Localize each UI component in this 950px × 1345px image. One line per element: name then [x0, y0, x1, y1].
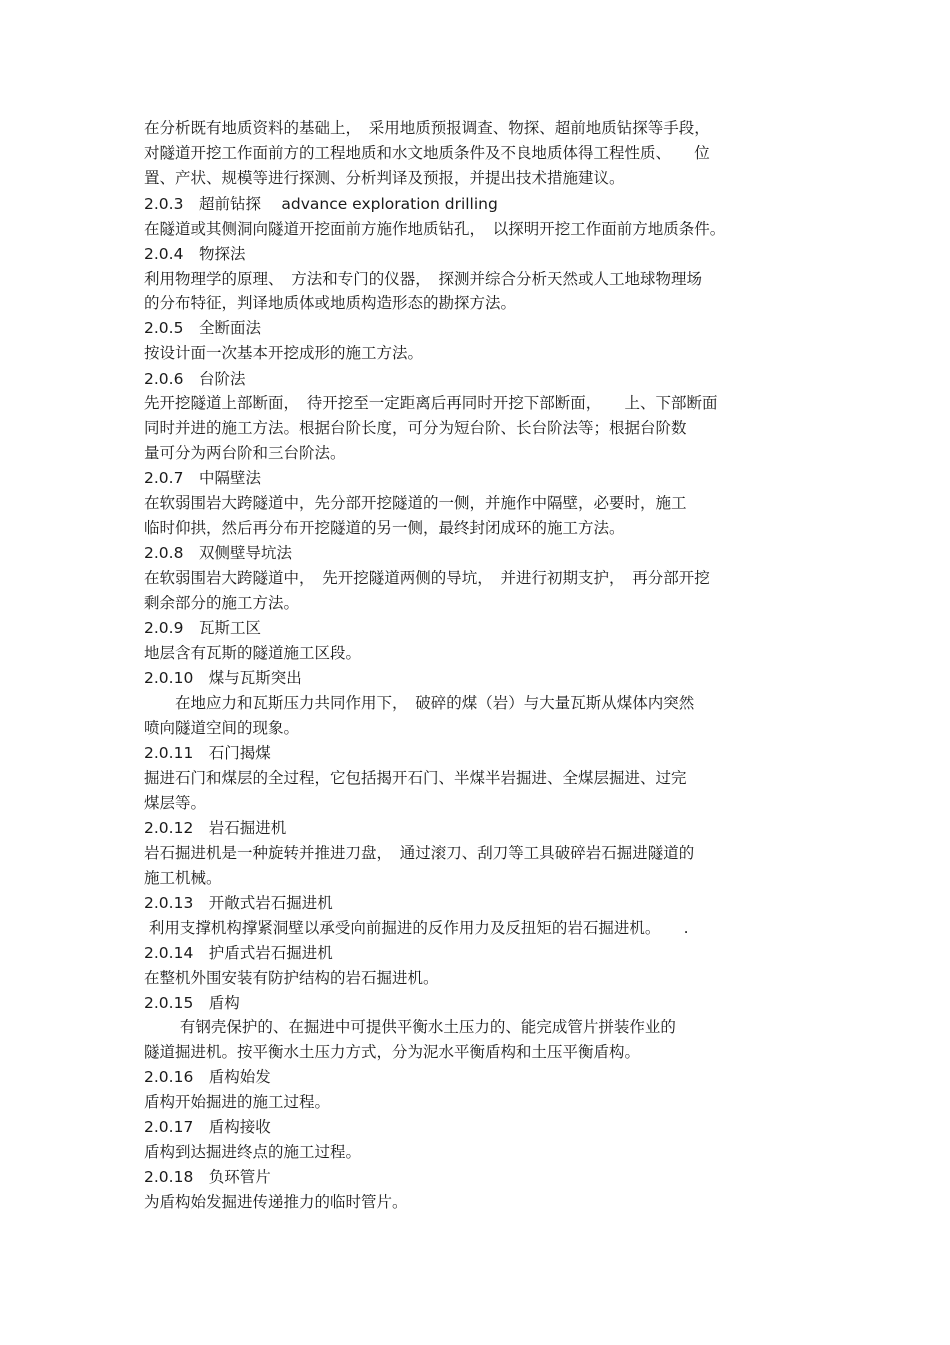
text-line: 岩石掘进机是一种旋转并推进刀盘， 通过滚刀、刮刀等工具破碎岩石掘进隧道的	[144, 844, 695, 862]
text-line: 喷向隧道空间的现象。	[144, 719, 300, 737]
text-line: 在软弱围岩大跨隧道中， 先开挖隧道两侧的导坑， 并进行初期支护， 再分部开挖	[144, 569, 710, 587]
text-line: 先开挖隧道上部断面， 待开挖至一定距离后再同时开挖下部断面， 上、下部断面	[144, 394, 718, 412]
text-line: 施工机械。	[144, 869, 222, 887]
text-line: 量可分为两台阶和三台阶法。	[144, 444, 346, 462]
section-heading: 2.0.11 石门揭煤	[144, 744, 271, 762]
text-line: 盾构开始掘进的施工过程。	[144, 1093, 331, 1111]
text-line: 隧道掘进机。按平衡水土压力方式，分为泥水平衡盾构和土压平衡盾构。	[144, 1043, 641, 1061]
text-line: 为盾构始发掘进传递推力的临时管片。	[144, 1193, 408, 1211]
text-line: 置、产状、规模等进行探测、分析判译及预报，并提出技术措施建议。	[144, 169, 625, 187]
section-heading: 2.0.12 岩石掘进机	[144, 819, 287, 837]
text-line: 在软弱围岩大跨隧道中，先分部开挖隧道的一侧，并施作中隔壁，必要时，施工	[144, 494, 687, 512]
section-heading: 2.0.4 物探法	[144, 245, 246, 263]
text-line: 利用物理学的原理、 方法和专门的仪器， 探测并综合分析天然或人工地球物理场	[144, 270, 703, 288]
text-line: 的分布特征，判译地质体或地质构造形态的勘探方法。	[144, 294, 517, 312]
section-heading: 2.0.6 台阶法	[144, 370, 246, 388]
section-heading: 2.0.18 负环管片	[144, 1168, 271, 1186]
text-line: 煤层等。	[144, 794, 207, 812]
section-heading: 2.0.17 盾构接收	[144, 1118, 271, 1136]
text-line: 在分析既有地质资料的基础上， 采用地质预报调查、物探、超前地质钻探等手段，	[144, 119, 710, 137]
text-line: 按设计面一次基本开挖成形的施工方法。	[144, 344, 424, 362]
section-heading: 2.0.15 盾构	[144, 994, 240, 1012]
text-line: 临时仰拱，然后再分布开挖隧道的另一侧，最终封闭成环的施工方法。	[144, 519, 625, 537]
section-heading: 2.0.9 瓦斯工区	[144, 619, 261, 637]
text-line: 有钢壳保护的、在掘进中可提供平衡水土压力的、能完成管片拼装作业的	[144, 1018, 676, 1036]
section-heading: 2.0.14 护盾式岩石掘进机	[144, 944, 333, 962]
text-line: 盾构到达掘进终点的施工过程。	[144, 1143, 362, 1161]
text-line: 在隧道或其侧洞向隧道开挖面前方施作地质钻孔， 以探明开挖工作面前方地质条件。	[144, 220, 726, 238]
section-heading: 2.0.10 煤与瓦斯突出	[144, 669, 302, 687]
section-heading: 2.0.8 双侧壁导坑法	[144, 544, 292, 562]
section-heading: 2.0.7 中隔壁法	[144, 469, 261, 487]
text-line: 在整机外围安装有防护结构的岩石掘进机。	[144, 969, 439, 987]
section-heading: 2.0.5 全断面法	[144, 319, 261, 337]
section-heading: 2.0.16 盾构始发	[144, 1068, 271, 1086]
text-line: 同时并进的施工方法。根据台阶长度，可分为短台阶、长台阶法等；根据台阶数	[144, 419, 687, 437]
text-line: 利用支撑机构撑紧洞壁以承受向前掘进的反作用力及反扭矩的岩石掘进机。 .	[144, 919, 689, 937]
text-line: 剩余部分的施工方法。	[144, 594, 300, 612]
text-line: 掘进石门和煤层的全过程，它包括揭开石门、半煤半岩掘进、全煤层掘进、过完	[144, 769, 687, 787]
text-line: 对隧道开挖工作面前方的工程地质和水文地质条件及不良地质体得工程性质、 位	[144, 144, 710, 162]
section-heading: 2.0.3 超前钻探 advance exploration drilling	[144, 195, 498, 213]
text-line: 在地应力和瓦斯压力共同作用下， 破碎的煤（岩）与大量瓦斯从煤体内突然	[144, 694, 695, 712]
text-line: 地层含有瓦斯的隧道施工区段。	[144, 644, 362, 662]
section-heading: 2.0.13 开敞式岩石掘进机	[144, 894, 333, 912]
